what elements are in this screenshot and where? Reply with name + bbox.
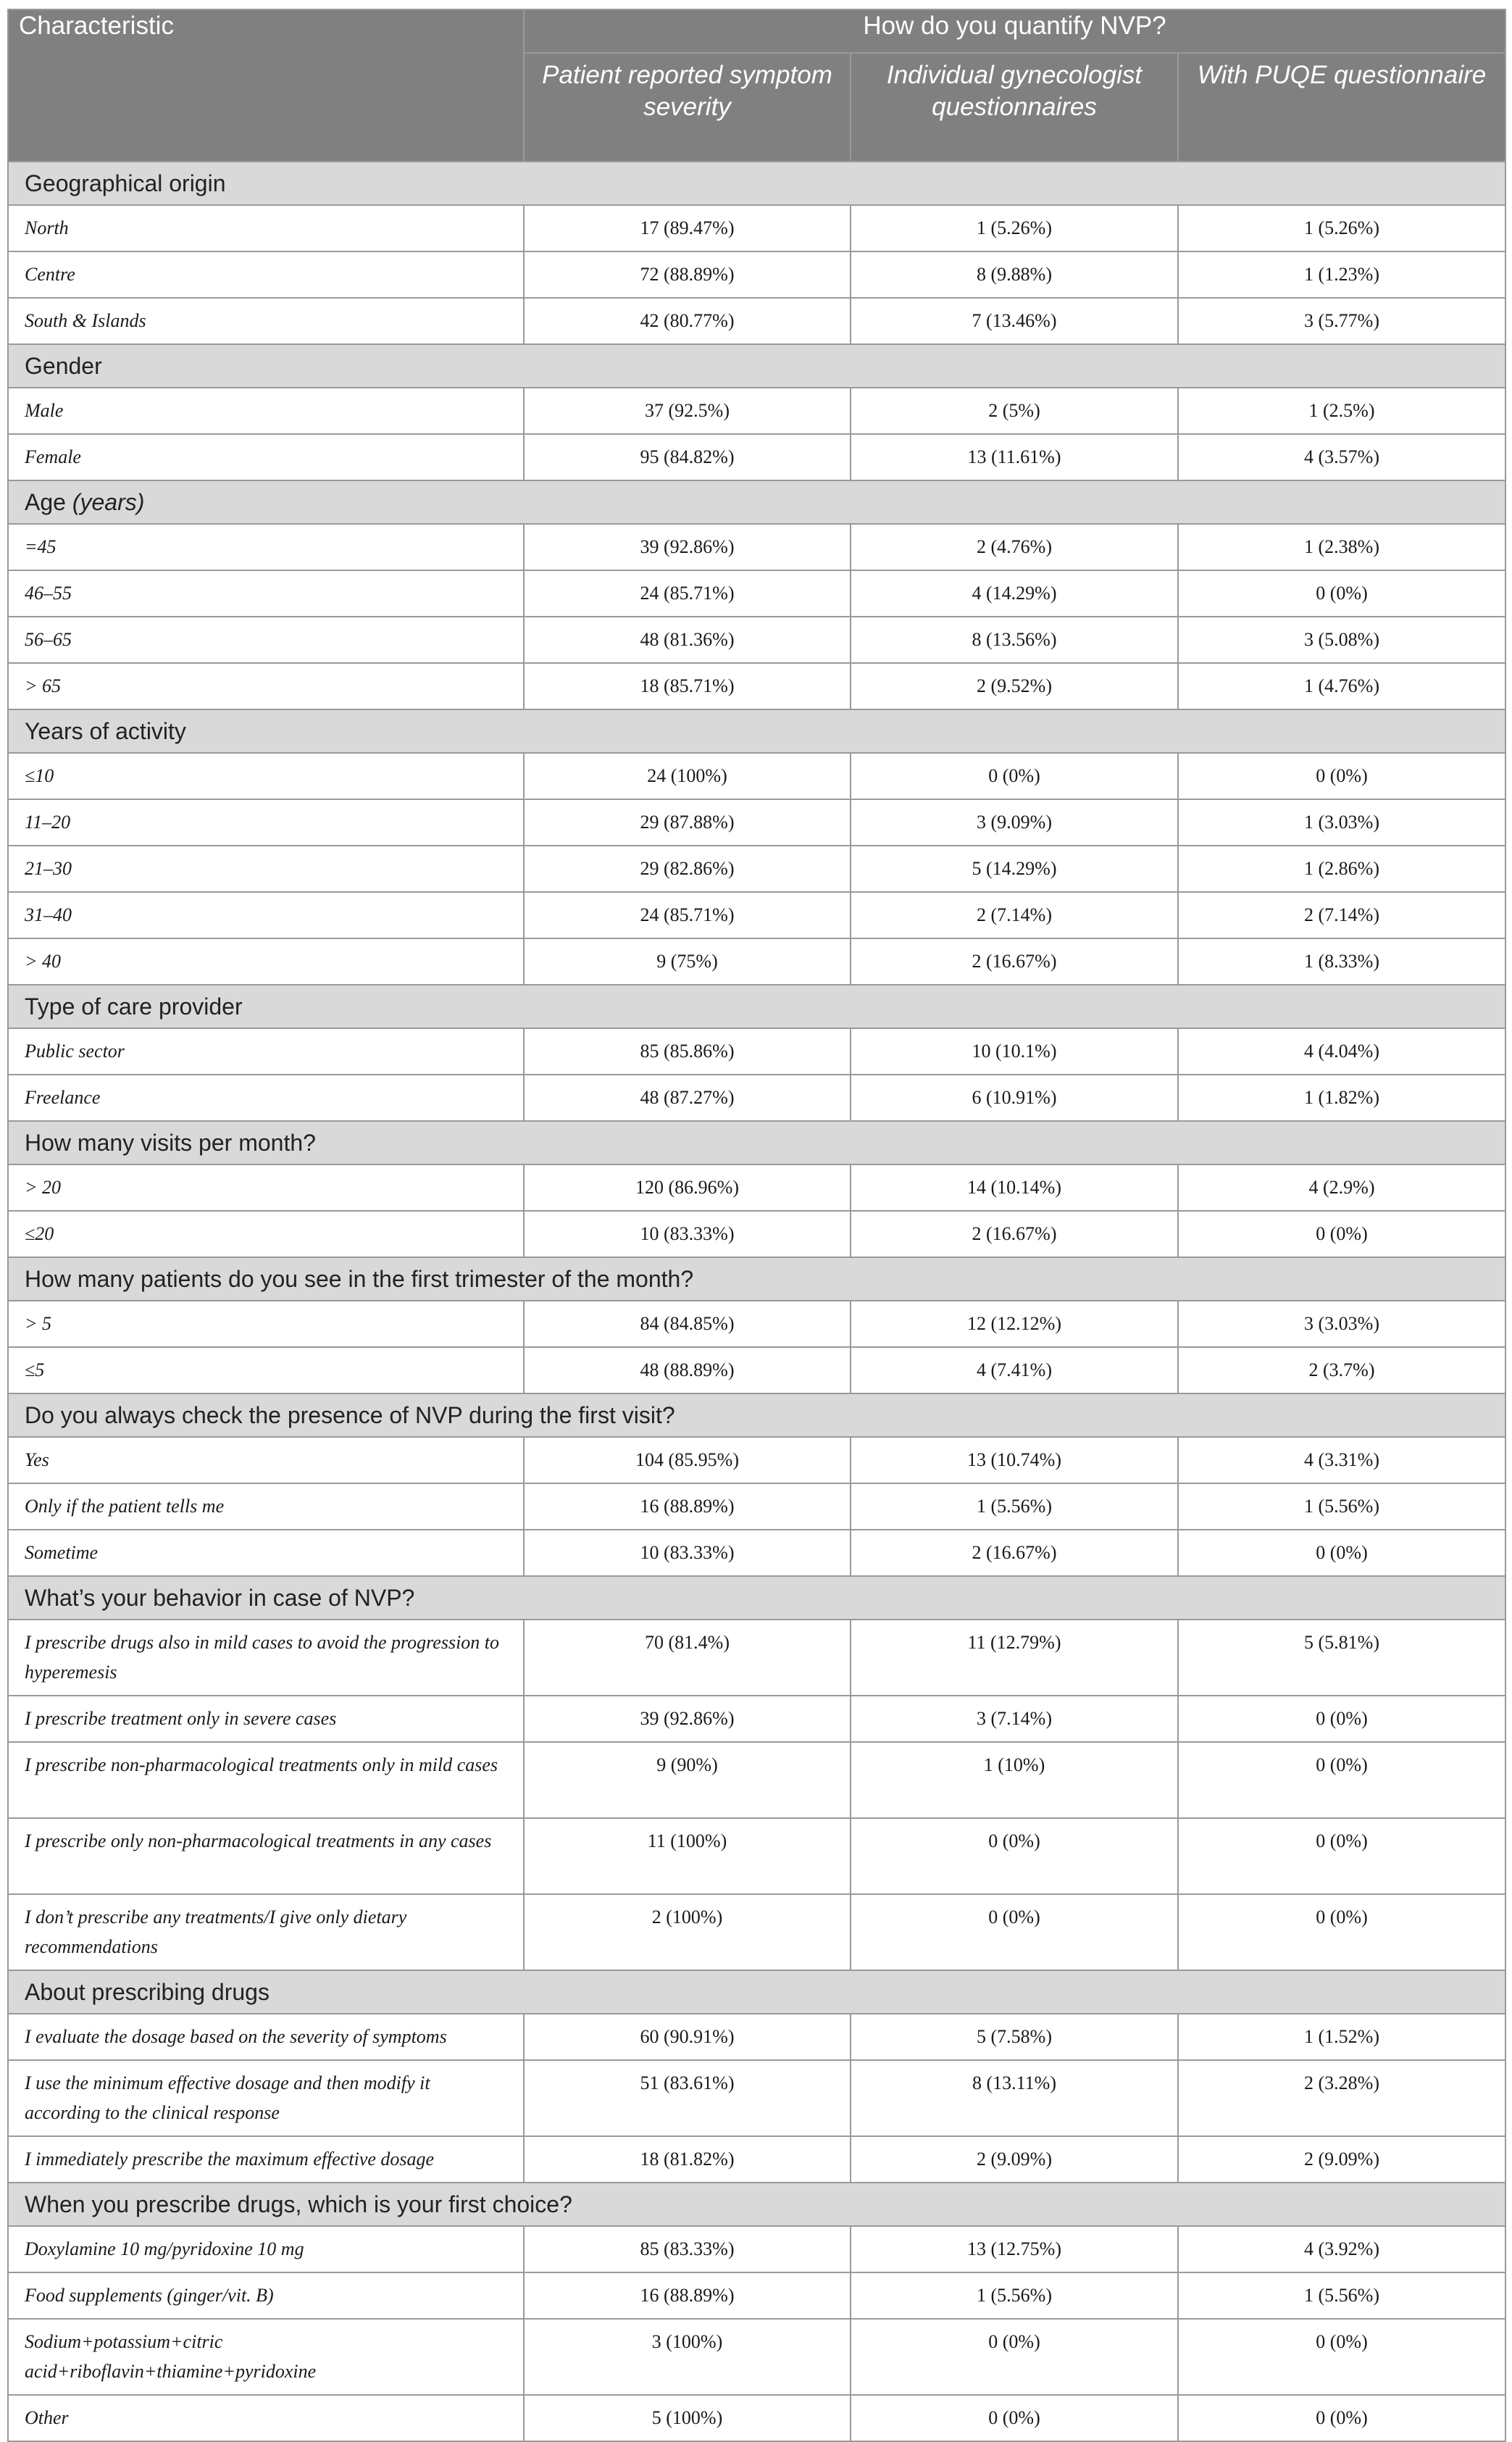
- table-row: [8, 2272, 1505, 2319]
- puqe-value: 5 (5.81%): [1178, 1620, 1505, 1696]
- patient-reported-value: 16 (88.89%): [524, 2272, 851, 2319]
- table-row: [8, 524, 1505, 570]
- section-row: [8, 162, 1505, 205]
- puqe-value: 1 (2.5%): [1178, 388, 1505, 434]
- puqe-value: 2 (7.14%): [1178, 892, 1505, 938]
- gynecologist-questionnaire-value: 14 (10.14%): [851, 1164, 1178, 1211]
- patient-reported-value: 84 (84.85%): [524, 1301, 851, 1347]
- gynecologist-questionnaire-value: 2 (4.76%): [851, 524, 1178, 570]
- puqe-value: 0 (0%): [1178, 1818, 1505, 1894]
- table-row: [8, 2060, 1505, 2136]
- section-title-text: When you prescribe drugs, which is your first choice?: [25, 2191, 572, 2217]
- table-row: [8, 1301, 1505, 1347]
- table-row: [8, 205, 1505, 251]
- gynecologist-questionnaire-value: 2 (7.14%): [851, 892, 1178, 938]
- gynecologist-questionnaire-value: 13 (11.61%): [851, 434, 1178, 480]
- puqe-value: 1 (4.76%): [1178, 663, 1505, 709]
- column-header-puqe-questionnaire: With PUQE questionnaire: [1178, 53, 1505, 162]
- table-row: [8, 1483, 1505, 1530]
- table-row: [8, 1437, 1505, 1483]
- section-title-text: Age: [25, 489, 66, 515]
- section-row: [8, 1257, 1505, 1301]
- patient-reported-value: 18 (81.82%): [524, 2136, 851, 2183]
- puqe-value: 4 (3.31%): [1178, 1437, 1505, 1483]
- table-row: [8, 2319, 1505, 2395]
- patient-reported-value: 17 (89.47%): [524, 205, 851, 251]
- row-label: Only if the patient tells me: [8, 1483, 524, 1530]
- puqe-value: 2 (3.28%): [1178, 2060, 1505, 2136]
- puqe-value: 0 (0%): [1178, 1696, 1505, 1742]
- section-row: [8, 1576, 1505, 1620]
- row-label: 11–20: [8, 799, 524, 846]
- row-label: I prescribe treatment only in severe cases: [8, 1696, 524, 1742]
- row-label: South & Islands: [8, 298, 524, 344]
- patient-reported-value: 18 (85.71%): [524, 663, 851, 709]
- gynecologist-questionnaire-value: 13 (10.74%): [851, 1437, 1178, 1483]
- gynecologist-questionnaire-value: 2 (16.67%): [851, 938, 1178, 985]
- gynecologist-questionnaire-value: 11 (12.79%): [851, 1620, 1178, 1696]
- gynecologist-questionnaire-value: 2 (9.52%): [851, 663, 1178, 709]
- table-row: [8, 1211, 1505, 1257]
- puqe-value: 1 (2.86%): [1178, 846, 1505, 892]
- puqe-value: 1 (1.52%): [1178, 2014, 1505, 2060]
- table-row: [8, 2395, 1505, 2441]
- puqe-value: 0 (0%): [1178, 2319, 1505, 2395]
- row-label: I prescribe drugs also in mild cases to avoid the progression to hyperemesis: [8, 1620, 524, 1696]
- row-label: I prescribe non-pharmacological treatments only in mild cases: [8, 1742, 524, 1818]
- patient-reported-value: 48 (88.89%): [524, 1347, 851, 1393]
- gynecologist-questionnaire-value: 3 (9.09%): [851, 799, 1178, 846]
- section-title: [8, 1121, 1505, 1164]
- section-title: [8, 709, 1505, 753]
- puqe-value: 4 (3.92%): [1178, 2226, 1505, 2272]
- characteristic-header: Characteristic: [8, 9, 524, 162]
- puqe-value: 1 (1.82%): [1178, 1075, 1505, 1121]
- column-header-gynecologist-questionnaires: Individual gynecologist questionnaires: [851, 53, 1178, 162]
- row-label: 46–55: [8, 570, 524, 617]
- section-title: [8, 985, 1505, 1028]
- gynecologist-questionnaire-value: 1 (5.26%): [851, 205, 1178, 251]
- patient-reported-value: 3 (100%): [524, 2319, 851, 2395]
- patient-reported-value: 60 (90.91%): [524, 2014, 851, 2060]
- gynecologist-questionnaire-value: 0 (0%): [851, 1818, 1178, 1894]
- gynecologist-questionnaire-value: 5 (14.29%): [851, 846, 1178, 892]
- row-label: Freelance: [8, 1075, 524, 1121]
- gynecologist-questionnaire-value: 4 (7.41%): [851, 1347, 1178, 1393]
- row-label: Sodium+potassium+citric acid+riboflavin+thiamine+pyridoxine: [8, 2319, 524, 2395]
- table-row: [8, 663, 1505, 709]
- gynecologist-questionnaire-value: 0 (0%): [851, 2395, 1178, 2441]
- section-row: [8, 2183, 1505, 2226]
- row-label: ≤10: [8, 753, 524, 799]
- table-row: [8, 1028, 1505, 1075]
- puqe-value: 0 (0%): [1178, 570, 1505, 617]
- section-title: [8, 1970, 1505, 2014]
- puqe-value: 1 (3.03%): [1178, 799, 1505, 846]
- section-row: [8, 1970, 1505, 2014]
- nvp-quantification-table: [7, 9, 1506, 2442]
- section-row: [8, 1121, 1505, 1164]
- table-row: [8, 1164, 1505, 1211]
- patient-reported-value: 72 (88.89%): [524, 251, 851, 298]
- section-row: [8, 985, 1505, 1028]
- puqe-value: 4 (4.04%): [1178, 1028, 1505, 1075]
- row-label: =45: [8, 524, 524, 570]
- patient-reported-value: 5 (100%): [524, 2395, 851, 2441]
- puqe-value: 4 (3.57%): [1178, 434, 1505, 480]
- row-label: ≤5: [8, 1347, 524, 1393]
- table-row: [8, 1894, 1505, 1970]
- row-label: > 40: [8, 938, 524, 985]
- row-label: ≤20: [8, 1211, 524, 1257]
- patient-reported-value: 9 (75%): [524, 938, 851, 985]
- table-row: [8, 388, 1505, 434]
- table-row: [8, 799, 1505, 846]
- table-row: [8, 1696, 1505, 1742]
- gynecologist-questionnaire-value: 0 (0%): [851, 2319, 1178, 2395]
- row-label: > 20: [8, 1164, 524, 1211]
- gynecologist-questionnaire-value: 13 (12.75%): [851, 2226, 1178, 2272]
- gynecologist-questionnaire-value: 4 (14.29%): [851, 570, 1178, 617]
- patient-reported-value: 9 (90%): [524, 1742, 851, 1818]
- patient-reported-value: 48 (87.27%): [524, 1075, 851, 1121]
- table-row: [8, 1742, 1505, 1818]
- puqe-value: 2 (3.7%): [1178, 1347, 1505, 1393]
- table-row: [8, 753, 1505, 799]
- section-title: [8, 162, 1505, 205]
- patient-reported-value: 120 (86.96%): [524, 1164, 851, 1211]
- patient-reported-value: 29 (87.88%): [524, 799, 851, 846]
- table-row: [8, 298, 1505, 344]
- gynecologist-questionnaire-value: 12 (12.12%): [851, 1301, 1178, 1347]
- gynecologist-questionnaire-value: 5 (7.58%): [851, 2014, 1178, 2060]
- patient-reported-value: 70 (81.4%): [524, 1620, 851, 1696]
- puqe-value: 1 (5.56%): [1178, 1483, 1505, 1530]
- patient-reported-value: 48 (81.36%): [524, 617, 851, 663]
- patient-reported-value: 11 (100%): [524, 1818, 851, 1894]
- gynecologist-questionnaire-value: 8 (9.88%): [851, 251, 1178, 298]
- section-title-unit: (years): [72, 489, 145, 515]
- section-title-text: Type of care provider: [25, 993, 243, 1020]
- patient-reported-value: 85 (83.33%): [524, 2226, 851, 2272]
- gynecologist-questionnaire-value: 3 (7.14%): [851, 1696, 1178, 1742]
- patient-reported-value: 42 (80.77%): [524, 298, 851, 344]
- section-title: [8, 480, 1505, 524]
- section-row: [8, 344, 1505, 388]
- patient-reported-value: 39 (92.86%): [524, 1696, 851, 1742]
- puqe-value: 0 (0%): [1178, 2395, 1505, 2441]
- puqe-value: 4 (2.9%): [1178, 1164, 1505, 1211]
- row-label: 31–40: [8, 892, 524, 938]
- gynecologist-questionnaire-value: 0 (0%): [851, 753, 1178, 799]
- table-row: [8, 2226, 1505, 2272]
- puqe-value: 0 (0%): [1178, 753, 1505, 799]
- gynecologist-questionnaire-value: 8 (13.11%): [851, 2060, 1178, 2136]
- section-title-text: Years of activity: [25, 718, 186, 744]
- section-title-text: How many patients do you see in the first trimester of the month?: [25, 1266, 694, 1292]
- patient-reported-value: 10 (83.33%): [524, 1530, 851, 1576]
- puqe-value: 0 (0%): [1178, 1742, 1505, 1818]
- puqe-value: 0 (0%): [1178, 1894, 1505, 1970]
- table-row: [8, 1347, 1505, 1393]
- row-label: Doxylamine 10 mg/pyridoxine 10 mg: [8, 2226, 524, 2272]
- puqe-value: 3 (5.77%): [1178, 298, 1505, 344]
- table-row: [8, 251, 1505, 298]
- table-row: [8, 892, 1505, 938]
- gynecologist-questionnaire-value: 2 (16.67%): [851, 1211, 1178, 1257]
- row-label: I immediately prescribe the maximum effective dosage: [8, 2136, 524, 2183]
- section-title: [8, 344, 1505, 388]
- section-title: [8, 1576, 1505, 1620]
- gynecologist-questionnaire-value: 2 (9.09%): [851, 2136, 1178, 2183]
- table-row: [8, 846, 1505, 892]
- table-body: [8, 162, 1505, 2441]
- section-title: [8, 1393, 1505, 1437]
- row-label: Centre: [8, 251, 524, 298]
- row-label: Public sector: [8, 1028, 524, 1075]
- puqe-value: 1 (5.26%): [1178, 205, 1505, 251]
- section-title-text: About prescribing drugs: [25, 1979, 270, 2005]
- table-row: [8, 1818, 1505, 1894]
- puqe-value: 1 (8.33%): [1178, 938, 1505, 985]
- table-row: [8, 1530, 1505, 1576]
- gynecologist-questionnaire-value: 10 (10.1%): [851, 1028, 1178, 1075]
- puqe-value: 1 (1.23%): [1178, 251, 1505, 298]
- gynecologist-questionnaire-value: 2 (5%): [851, 388, 1178, 434]
- patient-reported-value: 37 (92.5%): [524, 388, 851, 434]
- row-label: Female: [8, 434, 524, 480]
- row-label: Other: [8, 2395, 524, 2441]
- gynecologist-questionnaire-value: 6 (10.91%): [851, 1075, 1178, 1121]
- patient-reported-value: 104 (85.95%): [524, 1437, 851, 1483]
- patient-reported-value: 85 (85.86%): [524, 1028, 851, 1075]
- row-label: I use the minimum effective dosage and then modify it according to the clinical response: [8, 2060, 524, 2136]
- table-row: [8, 617, 1505, 663]
- gynecologist-questionnaire-value: 1 (10%): [851, 1742, 1178, 1818]
- patient-reported-value: 29 (82.86%): [524, 846, 851, 892]
- table-row: [8, 2014, 1505, 2060]
- row-label: I evaluate the dosage based on the severity of symptoms: [8, 2014, 524, 2060]
- section-row: [8, 480, 1505, 524]
- row-label: Sometime: [8, 1530, 524, 1576]
- patient-reported-value: 95 (84.82%): [524, 434, 851, 480]
- table-row: [8, 2136, 1505, 2183]
- patient-reported-value: 24 (85.71%): [524, 570, 851, 617]
- puqe-value: 1 (5.56%): [1178, 2272, 1505, 2319]
- section-title: [8, 1257, 1505, 1301]
- patient-reported-value: 39 (92.86%): [524, 524, 851, 570]
- patient-reported-value: 51 (83.61%): [524, 2060, 851, 2136]
- section-title-text: Geographical origin: [25, 170, 226, 196]
- patient-reported-value: 24 (85.71%): [524, 892, 851, 938]
- section-title-text: What’s your behavior in case of NVP?: [25, 1585, 415, 1611]
- row-label: Yes: [8, 1437, 524, 1483]
- header-row: [8, 9, 1505, 53]
- patient-reported-value: 2 (100%): [524, 1894, 851, 1970]
- gynecologist-questionnaire-value: 1 (5.56%): [851, 2272, 1178, 2319]
- gynecologist-questionnaire-value: 0 (0%): [851, 1894, 1178, 1970]
- patient-reported-value: 16 (88.89%): [524, 1483, 851, 1530]
- table-row: [8, 938, 1505, 985]
- table-row: [8, 570, 1505, 617]
- quantify-nvp-header: How do you quantify NVP?: [524, 9, 1505, 53]
- section-title-text: Gender: [25, 353, 102, 379]
- patient-reported-value: 24 (100%): [524, 753, 851, 799]
- section-title: [8, 2183, 1505, 2226]
- row-label: Male: [8, 388, 524, 434]
- gynecologist-questionnaire-value: 2 (16.67%): [851, 1530, 1178, 1576]
- row-label: I don’t prescribe any treatments/I give only dietary recommendations: [8, 1894, 524, 1970]
- row-label: North: [8, 205, 524, 251]
- patient-reported-value: 10 (83.33%): [524, 1211, 851, 1257]
- column-header-patient-reported: Patient reported symptom severity: [524, 53, 851, 162]
- gynecologist-questionnaire-value: 7 (13.46%): [851, 298, 1178, 344]
- row-label: I prescribe only non-pharmacological treatments in any cases: [8, 1818, 524, 1894]
- table-row: [8, 434, 1505, 480]
- row-label: > 5: [8, 1301, 524, 1347]
- section-row: [8, 709, 1505, 753]
- puqe-value: 3 (3.03%): [1178, 1301, 1505, 1347]
- table-row: [8, 1620, 1505, 1696]
- puqe-value: 0 (0%): [1178, 1530, 1505, 1576]
- puqe-value: 2 (9.09%): [1178, 2136, 1505, 2183]
- row-label: 21–30: [8, 846, 524, 892]
- gynecologist-questionnaire-value: 1 (5.56%): [851, 1483, 1178, 1530]
- row-label: Food supplements (ginger/vit. B): [8, 2272, 524, 2319]
- puqe-value: 1 (2.38%): [1178, 524, 1505, 570]
- gynecologist-questionnaire-value: 8 (13.56%): [851, 617, 1178, 663]
- row-label: 56–65: [8, 617, 524, 663]
- row-label: > 65: [8, 663, 524, 709]
- puqe-value: 3 (5.08%): [1178, 617, 1505, 663]
- puqe-value: 0 (0%): [1178, 1211, 1505, 1257]
- section-title-text: Do you always check the presence of NVP during the first visit?: [25, 1402, 675, 1428]
- section-row: [8, 1393, 1505, 1437]
- table-row: [8, 1075, 1505, 1121]
- section-title-text: How many visits per month?: [25, 1130, 316, 1156]
